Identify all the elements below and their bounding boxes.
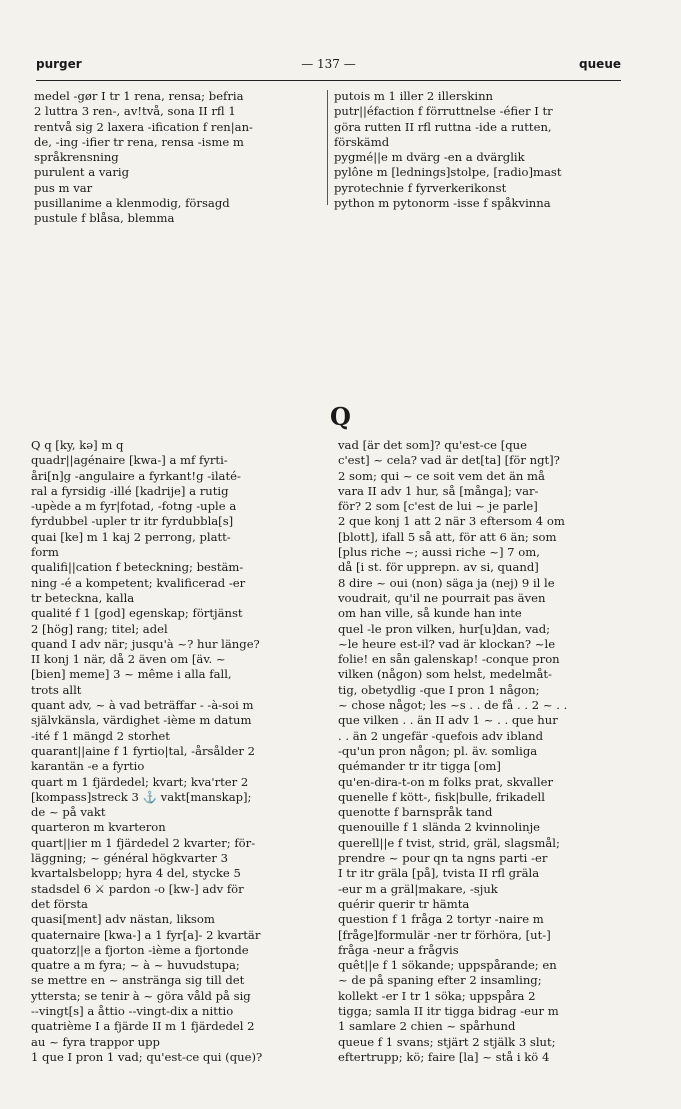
- entry-line: pyrotechnie f fyrverkerikonst: [334, 180, 507, 195]
- entry-line: tr beteckna, kalla: [31, 590, 135, 605]
- entry-line: eftertrupp; kö; faire [la] ~ stå i kö 4: [338, 1049, 550, 1064]
- entry-line: quarant||aine f 1 fyrtio|tal, -årsålder 2: [31, 743, 255, 758]
- entry-line: vilken (någon) som helst, medelmåt-: [338, 667, 552, 682]
- entry-line: se mettre en ~ anstränga sig till det: [31, 973, 245, 988]
- entry-line: vad [är det som]? qu'est-ce [que: [338, 438, 527, 452]
- entry-line: I tr itr gräla [på], tvista II rfl gräla: [338, 866, 540, 881]
- entry-line: form: [31, 545, 59, 560]
- entry-line: Q q [ky, kə] m q: [31, 438, 124, 452]
- entry-line: fyrdubbel -upler tr itr fyrdubbla[s]: [31, 514, 234, 529]
- entry-line: que vilken . . än II adv 1 ~ . . que hur: [338, 713, 558, 728]
- entry-line: 2 [hög] rang; titel; adel: [31, 621, 168, 636]
- entry-line: queue f 1 svans; stjärt 2 stjälk 3 slut;: [338, 1034, 556, 1049]
- entry-line: medel -gør I tr 1 rena, rensa; befria: [34, 89, 244, 103]
- entry-line: om han ville, så kunde han inte: [338, 606, 522, 621]
- entry-line: 2 luttra 3 ren-, av!två, sona II rfl 1: [34, 104, 236, 119]
- entry-line: quatorz||e a fjorton -ième a fjortonde: [31, 942, 249, 957]
- entry-line: quasi[ment] adv nästan, liksom: [31, 912, 215, 927]
- entry-line: fråga -neur a frågvis: [338, 942, 459, 957]
- entry-line: det första: [31, 896, 88, 911]
- entry-line: [fråge]formulär -ner tr förhöra, [ut-]: [338, 927, 551, 942]
- entry-line: 1 que I pron 1 vad; qu'est-ce qui (que)?: [31, 1049, 263, 1064]
- entry-line: qualifi||cation f beteckning; bestäm-: [31, 560, 244, 575]
- entry-line: 8 dire ~ oui (non) säga ja (nej) 9 il le: [338, 575, 555, 590]
- entry-line: tig, obetydlig -que I pron 1 någon;: [338, 682, 540, 697]
- entry-line: de ~ på vakt: [31, 805, 106, 820]
- entry-line: quérir querir tr hämta: [338, 896, 470, 911]
- entry-line: kollekt -er I tr 1 söka; uppspåra 2: [338, 988, 536, 1003]
- entry-line: pylône m [lednings]stolpe, [radio]mast: [334, 165, 562, 180]
- entry-line: ~ chose något; les ~s . . de få . . 2 ~ . .: [338, 698, 568, 713]
- entry-line: putois m 1 iller 2 illerskinn: [334, 89, 494, 103]
- entry-line: folie! en sån galenskap! -conque pron: [338, 652, 560, 667]
- entry-line: quatre a m fyra; ~ à ~ huvudstupa;: [31, 958, 240, 973]
- entry-line: göra rutten II rfl ruttna -ide a rutten,: [334, 119, 552, 134]
- entry-line: pusillanime a klenmodig, försagd: [34, 196, 230, 211]
- entry-line: läggning; ~ général högkvarter 3: [31, 851, 228, 866]
- entry-line: 1 samlare 2 chien ~ spårhund: [338, 1019, 516, 1034]
- entry-line: qualité f 1 [god] egenskap; förtjänst: [31, 606, 243, 621]
- entry-line: [plus riche ~; aussi riche ~] 7 om,: [338, 545, 540, 560]
- entry-line: question f 1 fråga 2 tortyr -naire m: [338, 912, 544, 927]
- entry-line: qu'en-dira-t-on m folks prat, skvaller: [338, 774, 554, 789]
- entry-line: quenouille f 1 slända 2 kvinnolinje: [338, 820, 541, 835]
- entry-line: självkänsla, värdighet -ième m datum: [31, 713, 252, 728]
- column-divider: [327, 90, 328, 205]
- entry-line: pygmé||e m dvärg -en a dvärglik: [334, 150, 525, 165]
- entry-line: ning -é a kompetent; kvalificerad -er: [31, 575, 246, 590]
- entry-line: . . än 2 ungefär -quefois adv ibland: [338, 728, 544, 743]
- entry-line: språkrensning: [34, 150, 119, 165]
- entry-line: python m pytonorm -isse f spåkvinna: [334, 196, 551, 211]
- entry-line: quatrième I a fjärde II m 1 fjärdedel 2: [31, 1019, 255, 1034]
- entry-line: voudrait, qu'il ne pourrait pas även: [338, 590, 546, 605]
- entry-line: quarteron m kvarteron: [31, 820, 166, 835]
- entry-line: querell||e f tvist, strid, gräl, slagsmål;: [338, 835, 560, 850]
- page-number: — 137 —: [301, 57, 356, 71]
- bottom-right-column: [338, 438, 625, 1065]
- top-left-column: [34, 89, 320, 227]
- entry-line: -eur m a gräl|makare, -sjuk: [338, 881, 498, 896]
- entry-line: trots allt: [31, 682, 82, 697]
- entry-line: kvartalsbelopp; hyra 4 del, stycke 5: [31, 866, 241, 881]
- entry-line: quel -le pron vilken, hur[u]dan, vad;: [338, 621, 551, 636]
- entry-line: yttersta; se tenir à ~ göra våld på sig: [31, 988, 251, 1003]
- entry-line: 2 que konj 1 att 2 när 3 eftersom 4 om: [338, 514, 565, 529]
- header-guide-word-left: purger: [36, 57, 82, 71]
- entry-line: -qu'un pron någon; pl. äv. somliga: [338, 743, 538, 758]
- entry-line: quémander tr itr tigga [om]: [338, 759, 501, 774]
- entry-line: quart||ier m 1 fjärdedel 2 kvarter; för-: [31, 835, 256, 850]
- entry-line: [bien] meme] 3 ~ même i alla fall,: [31, 667, 232, 682]
- entry-line: vara II adv 1 hur, så [många]; var-: [338, 483, 539, 498]
- entry-line: quenotte f barnspråk tand: [338, 805, 493, 820]
- entry-line: quadr||agénaire [kwa-] a mf fyrti-: [31, 453, 228, 468]
- entry-line: -ité f 1 mängd 2 storhet: [31, 728, 170, 743]
- entry-line: åri[n]g -angulaire a fyrkant!g -ilaté-: [31, 468, 241, 483]
- entry-line: quêt||e f 1 sökande; uppspårande; en: [338, 958, 557, 973]
- entry-line: quant adv, ~ à vad beträffar - -à-soi m: [31, 698, 254, 713]
- entry-line: [blott], ifall 5 så att, för att 6 än; som: [338, 529, 557, 544]
- entry-line: stadsdel 6 ⚔ pardon -o [kw-] adv för: [31, 881, 244, 896]
- entry-line: quai [ke] m 1 kaj 2 perrong, platt-: [31, 529, 231, 544]
- entry-line: karantän -e a fyrtio: [31, 759, 145, 774]
- entry-line: --vingt[s] a åttio --vingt-dix a nittio: [31, 1003, 234, 1018]
- top-right-column: [334, 89, 622, 211]
- section-letter: Q: [330, 402, 351, 431]
- entry-line: pus m var: [34, 180, 93, 195]
- entry-line: de, -ing -ifier tr rena, rensa -isme m: [34, 134, 244, 149]
- entry-line: ~le heure est-il? vad är klockan? ~le: [338, 636, 556, 651]
- entry-line: ~ de på spaning efter 2 insamling;: [338, 973, 542, 988]
- entry-line: quart m 1 fjärdedel; kvart; kva'rter 2: [31, 774, 249, 789]
- entry-line: quaternaire [kwa-] a 1 fyr[a]- 2 kvartär: [31, 927, 261, 942]
- entry-line: c'est] ~ cela? vad är det[ta] [för ngt]?: [338, 453, 560, 468]
- entry-line: II konj 1 när, då 2 även om [äv. ~: [31, 652, 226, 667]
- entry-line: ral a fyrsidig -illé [kadrije] a rutig: [31, 483, 229, 498]
- entry-line: quenelle f kött-, fisk|bulle, frikadell: [338, 789, 545, 804]
- entry-line: purulent a varig: [34, 165, 130, 180]
- entry-line: pustule f blåsa, blemma: [34, 211, 175, 226]
- page-header: [36, 57, 621, 75]
- entry-line: putr||éfaction f förruttnelse -éfier I tr: [334, 104, 553, 119]
- entry-line: quand I adv när; jusqu'à ~? hur länge?: [31, 636, 260, 651]
- entry-line: au ~ fyra trappor upp: [31, 1034, 160, 1049]
- entry-line: förskämd: [334, 134, 390, 149]
- bottom-left-column: [31, 438, 329, 1065]
- header-guide-word-right: queue: [579, 57, 621, 71]
- entry-line: [kompass]streck 3 ⚓ vakt[manskap];: [31, 789, 252, 804]
- entry-line: prendre ~ pour qn ta ngns parti -er: [338, 851, 548, 866]
- entry-line: rentvå sig 2 laxera -ification f ren|an-: [34, 119, 253, 134]
- entry-line: -upède a m fyr|fotad, -fotng -uple a: [31, 499, 237, 514]
- entry-line: för? 2 som [c'est de lui ~ je parle]: [338, 499, 538, 514]
- entry-line: 2 som; qui ~ ce soit vem det än må: [338, 468, 545, 483]
- entry-line: då [i st. för upprepn. av si, quand]: [338, 560, 539, 575]
- header-rule: [36, 80, 621, 81]
- entry-line: tigga; samla II itr tigga bidrag -eur m: [338, 1003, 559, 1018]
